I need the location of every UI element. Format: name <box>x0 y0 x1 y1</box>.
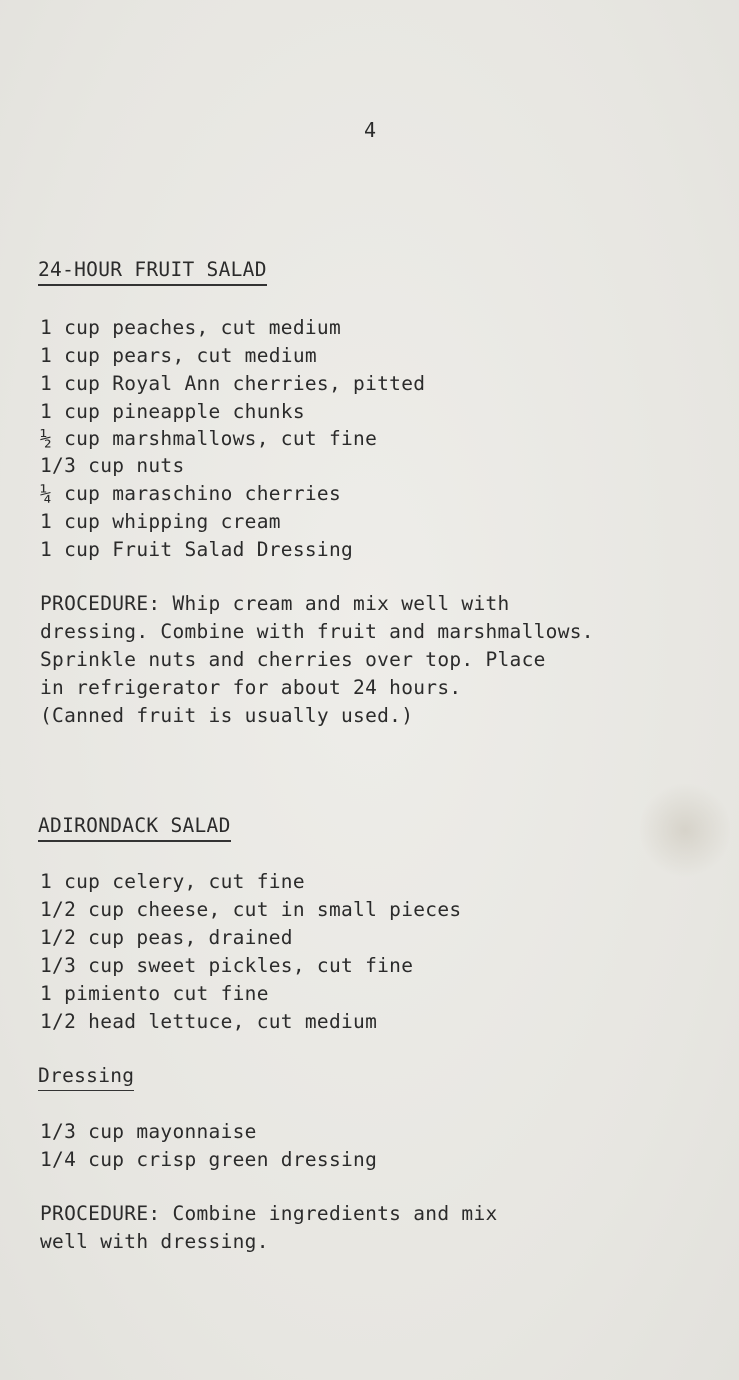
ingredient-line: 1/3 cup sweet pickles, cut fine <box>40 954 414 977</box>
ingredient-line: 1 cup whipping cream <box>40 510 281 533</box>
procedure-line: Sprinkle nuts and cherries over top. Place <box>40 648 546 671</box>
procedure-line: PROCEDURE: Combine ingredients and mix <box>40 1202 498 1225</box>
procedure-line: in refrigerator for about 24 hours. <box>40 676 462 699</box>
ingredient-line: 1 cup peaches, cut medium <box>40 316 341 339</box>
recipe-title-fruit-salad: 24-HOUR FRUIT SALAD <box>38 258 267 286</box>
dressing-subheading: Dressing <box>38 1064 134 1091</box>
ingredient-line: 1/2 head lettuce, cut medium <box>40 1010 378 1033</box>
dressing-line: 1/3 cup mayonnaise <box>40 1120 257 1143</box>
ingredient-line: 1/2 cup cheese, cut in small pieces <box>40 898 462 921</box>
ingredient-line: 1/2 cup peas, drained <box>40 926 293 949</box>
ingredient-line: 1/3 cup nuts <box>40 454 185 477</box>
paper-stain <box>640 780 730 880</box>
dressing-line: 1/4 cup crisp green dressing <box>40 1148 378 1171</box>
ingredient-line: 1 cup Royal Ann cherries, pitted <box>40 372 426 395</box>
recipe-title-adirondack-salad: ADIRONDACK SALAD <box>38 814 231 842</box>
page-number: 4 <box>364 118 377 142</box>
ingredient-line: 1 cup celery, cut fine <box>40 870 305 893</box>
procedure-line: PROCEDURE: Whip cream and mix well with <box>40 592 510 615</box>
procedure-line: dressing. Combine with fruit and marshmallows. <box>40 620 594 643</box>
ingredient-line: ½ cup marshmallows, cut fine <box>40 427 378 450</box>
procedure-line: (Canned fruit is usually used.) <box>40 704 414 727</box>
ingredient-line: 1 cup pineapple chunks <box>40 400 305 423</box>
procedure-line: well with dressing. <box>40 1230 269 1253</box>
ingredient-line: 1 cup pears, cut medium <box>40 344 317 367</box>
ingredient-line: ¼ cup maraschino cherries <box>40 482 341 505</box>
ingredient-line: 1 cup Fruit Salad Dressing <box>40 538 354 561</box>
ingredient-line: 1 pimiento cut fine <box>40 982 269 1005</box>
